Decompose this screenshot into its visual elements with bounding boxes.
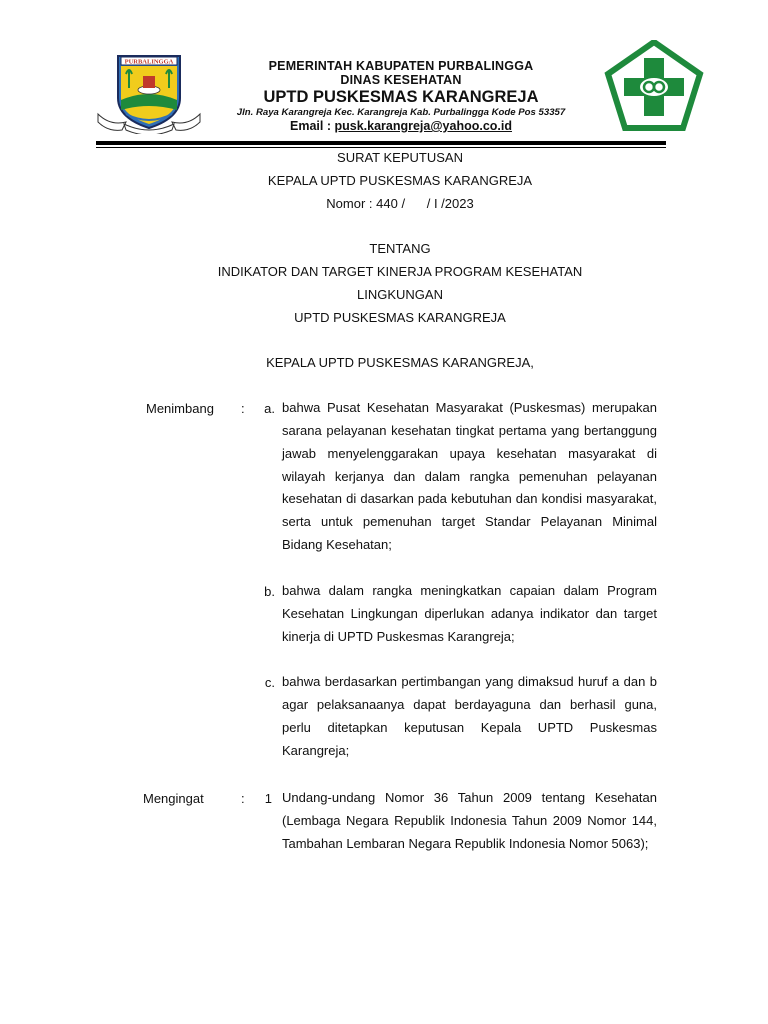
email-line: [200, 119, 602, 133]
letterhead-divider-thick: [96, 141, 666, 145]
email-label: Email :: [290, 119, 335, 133]
decree-number: Nomor : 440 / / I /2023: [326, 196, 474, 211]
institution-name: UPTD PUSKESMAS KARANGREJA: [263, 88, 539, 106]
kepala-heading: KEPALA UPTD PUSKESMAS KARANGREJA,: [266, 355, 534, 370]
menimbang-marker-a: a.: [264, 401, 275, 416]
mengingat-item-1: Undang-undang Nomor 36 Tahun 2009 tentang Kesehatan (Lembaga Negara Republik Indonesia Tahun 2009 Nomor 144, Tambahan Lembaran Negara Republik Indonesia Nomor 5063);: [282, 790, 657, 851]
mengingat-label: Mengingat: [143, 791, 204, 806]
menimbang-item-b: bahwa dalam rangka meningkatkan capaian dalam Program Kesehatan Lingkungan diperlukan adanya indikator dan target kinerja di UPTD Puskesmas Karangreja;: [282, 583, 657, 644]
agency-name: DINAS KESEHATAN: [340, 73, 462, 87]
subject-line-2: LINGKUNGAN: [357, 287, 443, 302]
tentang-heading: TENTANG: [369, 241, 431, 256]
decree-issuer: KEPALA UPTD PUSKESMAS KARANGREJA: [267, 173, 533, 188]
government-name: PEMERINTAH KABUPATEN PURBALINGGA: [268, 59, 534, 73]
menimbang-colon: :: [241, 401, 245, 416]
letterhead: [200, 59, 602, 133]
letterhead-divider-thin: [96, 147, 666, 148]
address-line: Jln. Raya Karangreja Kec. Karangreja Kab. Purbalingga Kode Pos 53357: [236, 107, 566, 118]
menimbang-item-a: bahwa Pusat Kesehatan Masyarakat (Puskesmas) merupakan sarana pelayanan kesehatan tingkat pertama yang bertanggung jawab menyelenggarakan upaya kesehatan masyarakat di wilayah kerjanya dan dalam rangka pemenuhan pelayanan kesehatan di dasarkan pada kebutuhan dan kondisi masyarakat, serta untuk pemenuhan target Standar Pelayanan Minimal Bidang Kesehatan;: [282, 400, 657, 553]
menimbang-marker-c: c.: [264, 675, 275, 690]
subject-line-3: UPTD PUSKESMAS KARANGREJA: [294, 310, 506, 325]
decree-title: SURAT KEPUTUSAN: [337, 150, 463, 165]
menimbang-label: Menimbang: [146, 401, 214, 416]
menimbang-item-c: bahwa berdasarkan pertimbangan yang dimaksud huruf a dan b agar pelaksanaanya dapat berdayaguna dan berhasil guna, perlu ditetapkan keputusan Kepala UPTD Puskesmas Karangreja;: [282, 674, 657, 758]
menimbang-marker-b: b.: [264, 584, 275, 599]
subject-line-1: INDIKATOR DAN TARGET KINERJA PROGRAM KESEHATAN: [217, 264, 583, 279]
mengingat-colon: :: [241, 791, 245, 806]
purbalingga-emblem-logo: [96, 52, 202, 134]
puskesmas-logo: [604, 40, 704, 132]
email-link[interactable]: pusk.karangreja@yahoo.co.id: [334, 119, 512, 133]
mengingat-marker-1: 1: [264, 791, 272, 806]
emblem-banner-text: PURBALINGGA: [124, 58, 174, 66]
